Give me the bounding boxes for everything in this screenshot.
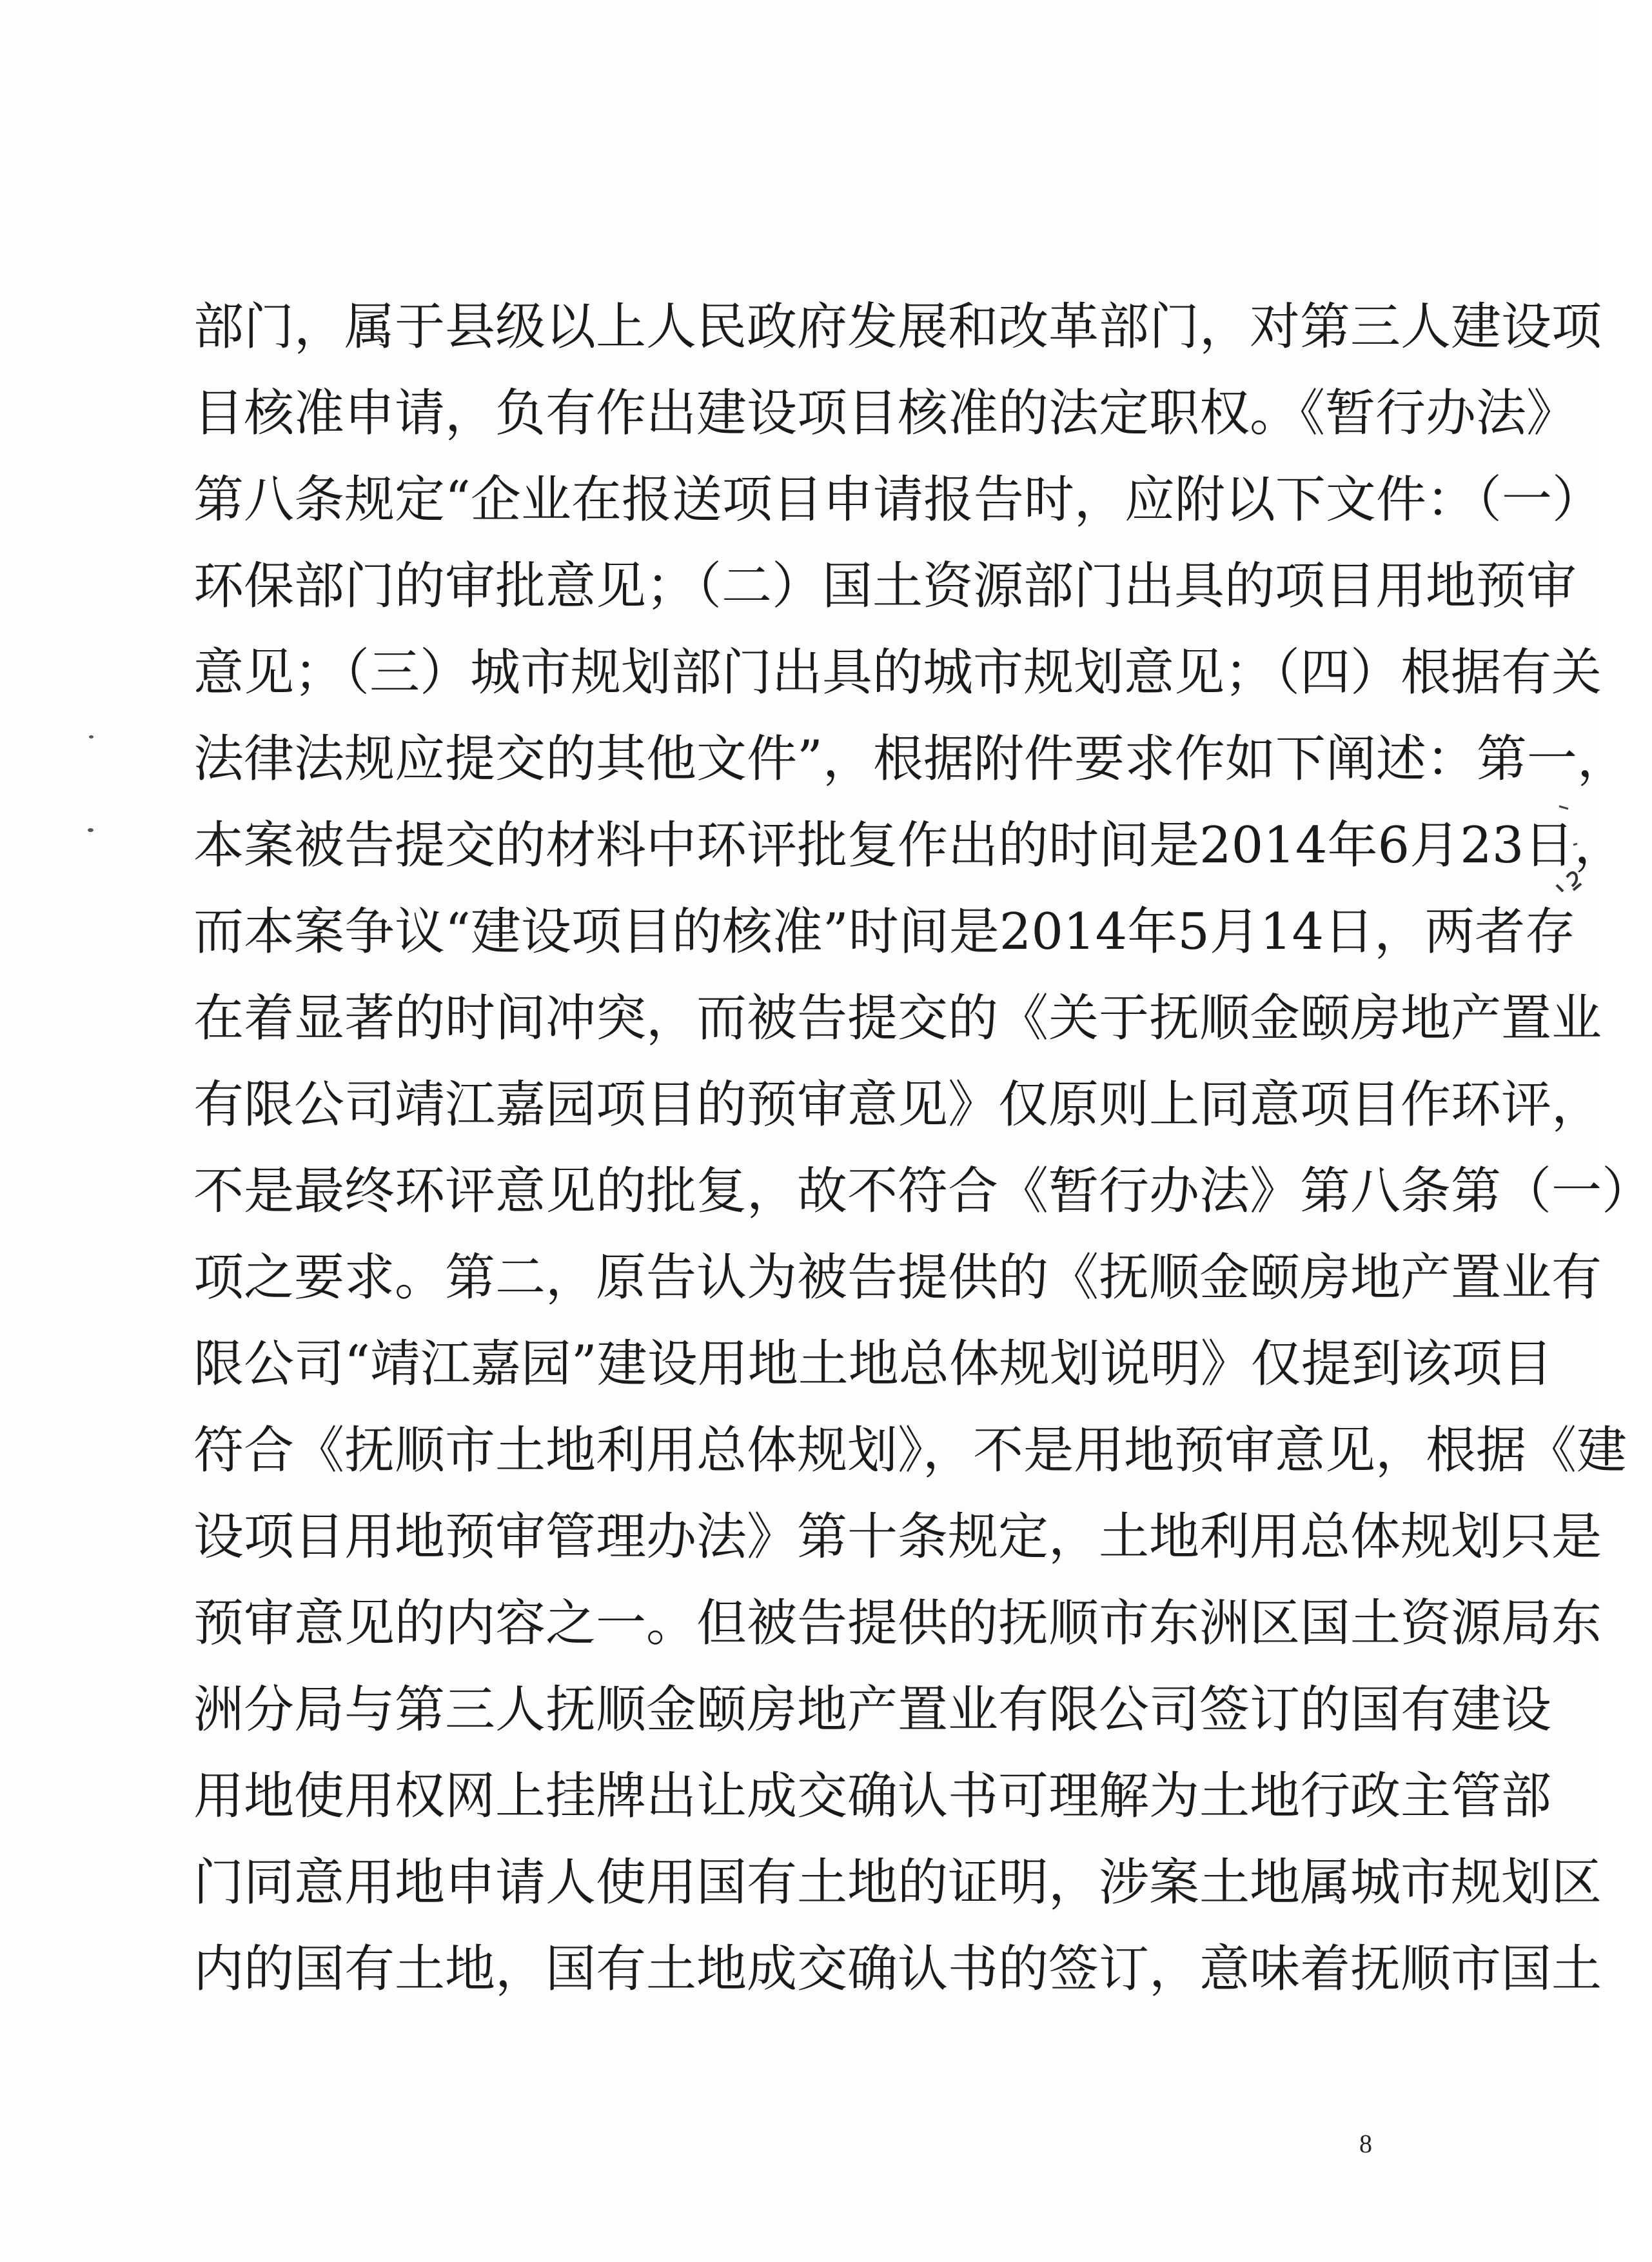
edge-binding-mark — [1548, 800, 1586, 903]
text-line-18: 用地使用权网上挂牌出让成交确认书可理解为土地行政主管部 — [193, 1767, 1552, 1825]
page-number: 8 — [1359, 2129, 1372, 2158]
text-line-11: 不是最终环评意见的批复，故不符合《暂行办法》第八条第（一） — [193, 1162, 1652, 1220]
scan-speck — [89, 735, 93, 739]
text-line-10: 有限公司靖江嘉园项目的预审意见》仅原则上同意项目作环评， — [193, 1076, 1602, 1134]
text-line-12: 项之要求。第二，原告认为被告提供的《抚顺金颐房地产置业有 — [193, 1249, 1602, 1307]
text-line-19: 门同意用地申请人使用国有土地的证明，涉案土地属城市规划区 — [193, 1854, 1602, 1912]
text-line-15: 设项目用地预审管理办法》第十条规定，土地利用总体规划只是 — [193, 1508, 1602, 1566]
text-line-8: 而本案争议“建设项目的核准”时间是2014年5月14日，两者存 — [193, 903, 1576, 961]
text-line-4: 环保部门的审批意见；（二）国土资源部门出具的项目用地预审 — [193, 557, 1577, 615]
text-line-20: 内的国有土地，国有土地成交确认书的签订，意味着抚顺市国土 — [193, 1940, 1602, 1998]
text-line-1: 部门，属于县级以上人民政府发展和改革部门，对第三人建设项 — [193, 298, 1602, 356]
text-line-14: 符合《抚顺市土地利用总体规划》，不是用地预审意见，根据《建 — [193, 1422, 1627, 1480]
text-line-3: 第八条规定“企业在报送项目申请报告时，应附以下文件：（一） — [193, 471, 1602, 529]
text-line-7: 本案被告提交的材料中环评批复作出的时间是2014年6月23日， — [193, 817, 1625, 875]
scan-speck — [88, 828, 93, 832]
text-line-16: 预审意见的内容之一。但被告提供的抚顺市东洲区国土资源局东 — [193, 1594, 1602, 1652]
text-line-9: 在着显著的时间冲突，而被告提交的《关于抚顺金颐房地产置业 — [193, 989, 1602, 1047]
text-line-2: 目核准申请，负有作出建设项目核准的法定职权。《暂行办法》 — [193, 384, 1577, 442]
text-line-6: 法律法规应提交的其他文件”，根据附件要求作如下阐述：第一， — [193, 730, 1627, 788]
text-line-13: 限公司“靖江嘉园”建设用地土地总体规划说明》仅提到该项目 — [193, 1335, 1553, 1393]
body-text — [193, 284, 1652, 2012]
text-line-17: 洲分局与第三人抚顺金颐房地产置业有限公司签订的国有建设 — [193, 1681, 1552, 1739]
text-line-5: 意见；（三）城市规划部门出具的城市规划意见；（四）根据有关 — [193, 644, 1602, 702]
